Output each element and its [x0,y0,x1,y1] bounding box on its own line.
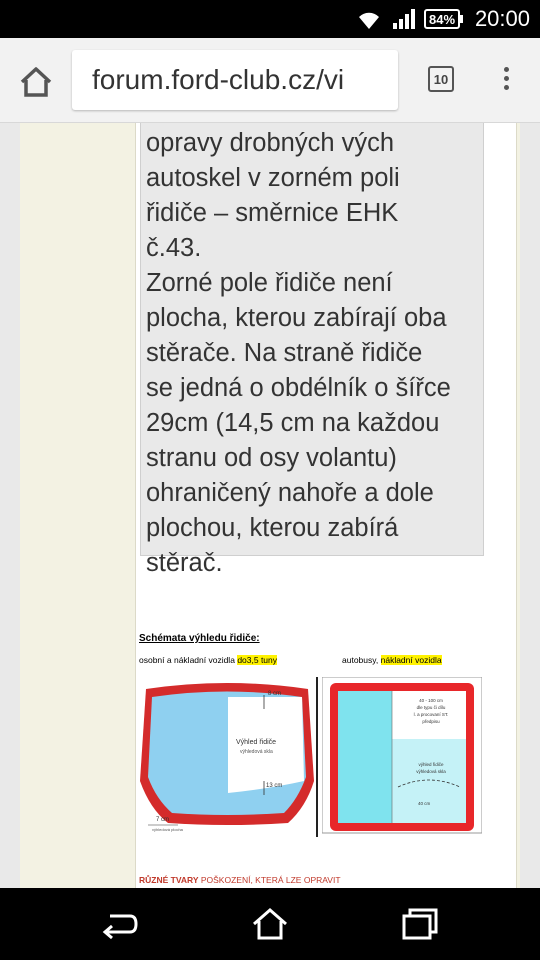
more-vert-icon[interactable] [496,64,516,96]
car-windshield-graphic [138,677,316,837]
quote-box [140,123,484,577]
figure-left-caption: osobní a nákladní vozidla do3,5 tuny [139,655,278,665]
battery-nub [460,15,463,23]
navigation-bar [0,888,540,960]
next-figure-title: RŮZNÉ TVARY POŠKOZENÍ, KTERÁ LZE OPRAVIT [139,875,341,885]
figure-right-highlight: nákladní vozidla [380,655,442,665]
figure-right-caption: autobusy, nákladní vozidla [342,655,442,665]
url-text: forum.ford-club.cz/vi [92,64,345,95]
battery-level: 84% [428,11,456,27]
tab-count: 10 [433,71,449,87]
figure-title: Schémata výhledu řidiče: [139,633,260,644]
bus-bottom-text: 40 cm [418,801,431,806]
car-top-dim: 8 cm [268,691,282,697]
quote-text: opravy drobných vých autoskel v zorném poli řidiče – směrnice EHK č.43. Zorné pole řidiče není plocha, kterou zabírají oba stěrače. Na straně řidiče se jedná o obdélník o šířce 29cm (14,5 cm na každou stranu od osy volantu) ohraničený nahoře a dole plochou, kterou zabírá stěrač. [146,129,451,577]
car-sublabel: výhledová skla [240,749,273,755]
bus-mid-text: výhled řidiče výhledová skla [416,762,446,774]
home-icon[interactable] [16,62,56,102]
bus-windshield-diagram [322,677,482,837]
battery-icon [424,9,460,29]
browser-toolbar [0,38,540,123]
figure-divider [316,677,318,837]
status-bar [0,0,540,38]
url-bar[interactable] [72,50,398,110]
bus-top-text: 40 - 100 cm dle typu či dílu l. a procovaní ST. předpisu [413,698,449,724]
tab-switcher-button[interactable] [428,66,454,92]
back-icon[interactable] [96,904,140,944]
car-bottom-dim: 13 cm [266,783,283,789]
car-edge-note: výhledová plocha [152,827,183,832]
car-windshield-diagram [138,677,316,837]
home-nav-icon[interactable] [248,904,292,944]
signal-icon [392,8,416,30]
status-time: 20:00 [474,6,530,31]
post-body [135,123,517,888]
wifi-icon [356,9,382,31]
recents-icon[interactable] [398,904,442,944]
figure-left-highlight: do3,5 tuny [237,655,278,665]
car-label: Výhled řidiče [236,739,277,746]
car-edge-dim: 7 cm [156,817,170,823]
forum-column [20,123,520,888]
next-figure-strip [136,869,484,888]
page-content [0,123,540,888]
windshield-figure [136,629,484,839]
